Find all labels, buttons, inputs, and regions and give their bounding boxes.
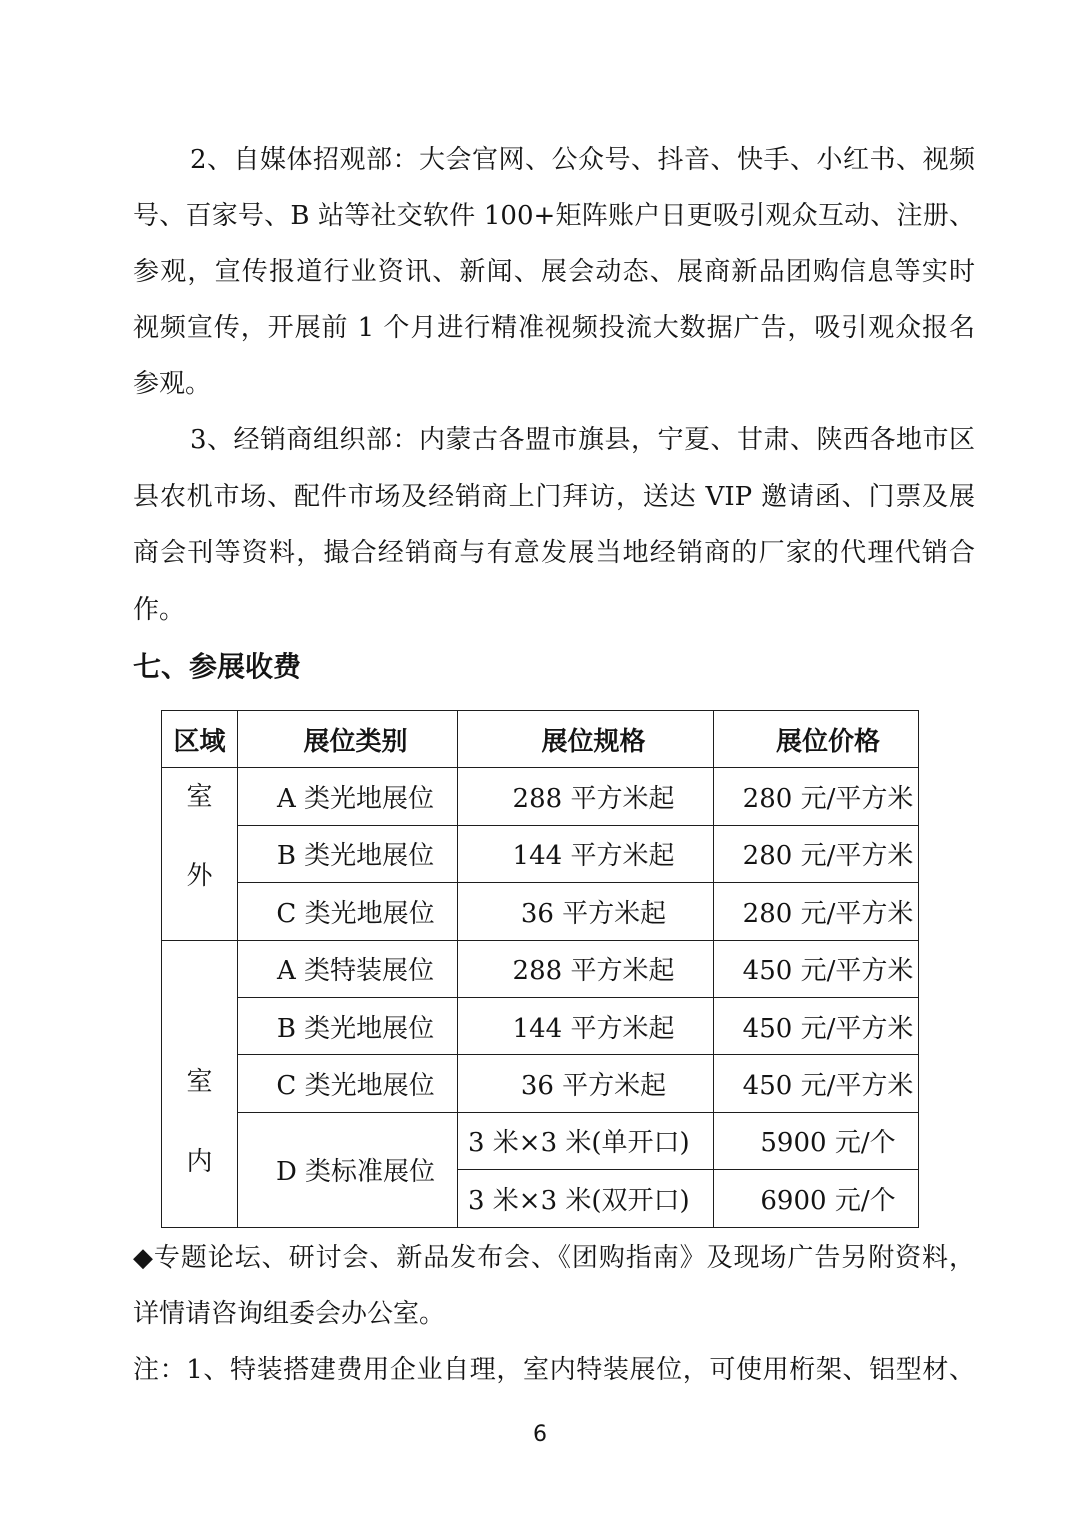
category-cell: C 类光地展位 [238, 883, 458, 940]
spec-cell: 288 平方米起 [458, 768, 714, 825]
spec-cell: 36 平方米起 [458, 883, 714, 940]
price-cell: 280 元/平方米 [714, 883, 919, 940]
category-cell-standard-booth: D 类标准展位 [238, 1112, 458, 1227]
header-category: 展位类别 [238, 711, 458, 768]
text-line: 商会刊等资料，撮合经销商与有意发展当地经销商的厂家的代理代销合 [133, 538, 975, 568]
text-line: 作。 [133, 595, 186, 625]
category-cell: A 类光地展位 [238, 768, 458, 825]
text-line: 注：1、特装搭建费用企业自理，室内特装展位，可使用桁架、铝型材、 [133, 1355, 975, 1385]
table-row [162, 768, 919, 825]
text-line: 参观。 [133, 369, 212, 399]
zone-cell-outdoor [162, 768, 238, 940]
spec-cell: 288 平方米起 [458, 940, 714, 997]
zone-char: 室 [186, 782, 213, 813]
text-line: 3、经销商组织部：内蒙古各盟市旗县，宁夏、甘肃、陕西各地市区 [190, 425, 975, 455]
spec-cell: 3 米×3 米(单开口) [458, 1112, 714, 1169]
zone-char: 室 [186, 1066, 213, 1097]
table-row [162, 940, 919, 997]
price-cell: 280 元/平方米 [714, 825, 919, 882]
table-header-row [162, 711, 919, 768]
text-line: 号、百家号、B 站等社交软件 100+矩阵账户日更吸引观众互动、注册、 [133, 201, 975, 231]
text-line: ◆专题论坛、研讨会、新品发布会、《团购指南》及现场广告另附资料， [133, 1243, 975, 1273]
spec-cell: 144 平方米起 [458, 825, 714, 882]
text-line: 2、自媒体招观部：大会官网、公众号、抖音、快手、小红书、视频 [190, 145, 975, 175]
zone-cell-indoor [162, 940, 238, 1227]
spec-cell: 3 米×3 米(双开口) [458, 1170, 714, 1227]
section-heading: 七、参展收费 [133, 650, 302, 683]
spec-cell: 36 平方米起 [458, 1055, 714, 1112]
spec-cell: 144 平方米起 [458, 997, 714, 1054]
price-cell: 450 元/平方米 [714, 997, 919, 1054]
category-cell: B 类光地展位 [238, 825, 458, 882]
price-cell: 450 元/平方米 [714, 940, 919, 997]
exhibition-fees-table [161, 710, 919, 1228]
zone-char: 内 [186, 1146, 213, 1177]
text-line: 县农机市场、配件市场及经销商上门拜访，送达 VIP 邀请函、门票及展 [133, 482, 975, 512]
text-line: 详情请咨询组委会办公室。 [133, 1299, 446, 1329]
table-row [162, 825, 919, 882]
table-row [162, 997, 919, 1054]
zone-char: 外 [186, 861, 213, 892]
header-spec: 展位规格 [458, 711, 714, 768]
category-cell: A 类特装展位 [238, 940, 458, 997]
header-price: 展位价格 [714, 711, 919, 768]
price-cell: 450 元/平方米 [714, 1055, 919, 1112]
category-cell: C 类光地展位 [238, 1055, 458, 1112]
header-zone: 区域 [162, 711, 238, 768]
table-row [162, 1112, 919, 1169]
table-row [162, 1055, 919, 1112]
text-line: 视频宣传，开展前 1 个月进行精准视频投流大数据广告，吸引观众报名 [133, 313, 975, 343]
category-cell: B 类光地展位 [238, 997, 458, 1054]
price-cell: 6900 元/个 [714, 1170, 919, 1227]
text-line: 参观，宣传报道行业资讯、新闻、展会动态、展商新品团购信息等实时 [133, 257, 975, 287]
table-row [162, 883, 919, 940]
price-cell: 280 元/平方米 [714, 768, 919, 825]
page-number: 6 [533, 1422, 547, 1447]
price-cell: 5900 元/个 [714, 1112, 919, 1169]
